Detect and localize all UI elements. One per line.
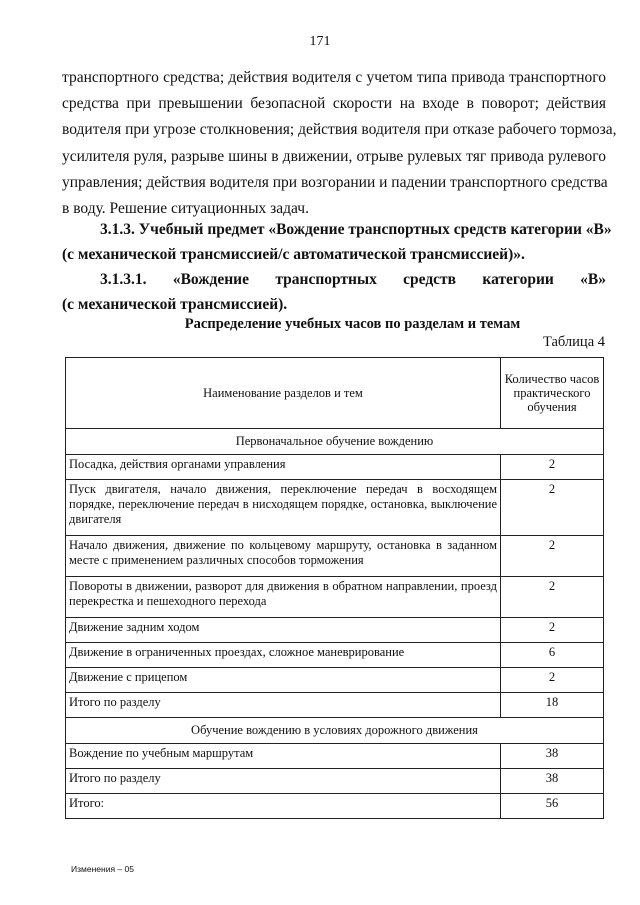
paragraph-line: транспортного средства; действия водителя с учетом типа привода транспортного xyxy=(62,69,606,86)
table-row xyxy=(66,577,604,618)
table-row xyxy=(66,744,604,769)
hours-cell: 2 xyxy=(501,536,604,577)
hours-table xyxy=(65,357,604,819)
topic-cell: Повороты в движении, разворот для движения в обратном направлении, проезд перекрестка и пешеходного перехода xyxy=(66,577,501,618)
table-row xyxy=(66,643,604,668)
hours-cell: 2 xyxy=(501,480,604,536)
hours-cell: 2 xyxy=(501,668,604,693)
header-hours-cell: Количество часов практического обучения xyxy=(501,358,604,429)
section-title-cell: Обучение вождению в условиях дорожного движения xyxy=(66,718,604,744)
hours-cell: 6 xyxy=(501,643,604,668)
topic-cell: Вождение по учебным маршрутам xyxy=(66,744,501,769)
topic-cell: Посадка, действия органами управления xyxy=(66,455,501,480)
total-label-cell: Итого: xyxy=(66,794,501,819)
section-row xyxy=(66,718,604,744)
topic-cell: Итого по разделу xyxy=(66,769,501,794)
intro-paragraph xyxy=(62,65,617,222)
section-row xyxy=(66,429,604,455)
topic-cell: Итого по разделу xyxy=(66,693,501,718)
topic-cell: Пуск двигателя, начало движения, переключение передач в восходящем порядке, переключение передач в нисходящем порядке, остановка, выключение двигателя xyxy=(66,480,501,536)
table-row xyxy=(66,668,604,693)
paragraph-line: усилителя руля, разрыве шины в движении, отрыве рулевых тяг привода рулевого xyxy=(62,147,606,165)
hours-cell: 38 xyxy=(501,769,604,794)
hours-cell: 2 xyxy=(501,455,604,480)
hours-cell: 2 xyxy=(501,618,604,643)
paragraph-line: средства при превышении безопасной скорости на входе в поворот; действия xyxy=(62,95,606,113)
total-hours-cell: 56 xyxy=(501,794,604,819)
hours-cell: 2 xyxy=(501,577,604,618)
table-row xyxy=(66,769,604,794)
topic-cell: Движение с прицепом xyxy=(66,668,501,693)
hours-cell: 18 xyxy=(501,693,604,718)
section-heading-line: 3.1.3. Учебный предмет «Вождение транспортных средств категории «В» xyxy=(100,221,612,238)
table-row xyxy=(66,618,604,643)
hours-cell: 38 xyxy=(501,744,604,769)
table-header-row xyxy=(66,358,604,429)
total-row xyxy=(66,794,604,819)
paragraph-line: водителя при угрозе столкновения; действия водителя при отказе рабочего тормоза, xyxy=(62,121,617,139)
section-heading-3-1-3 xyxy=(62,217,612,267)
page-number: 171 xyxy=(309,34,331,49)
paragraph-line: управления; действия водителя при возгорании и падении транспортного средства xyxy=(62,173,608,191)
paragraph-line: в воду. Решение ситуационных задач. xyxy=(62,200,309,218)
table-row xyxy=(66,455,604,480)
table-title: Распределение учебных часов по разделам и темам xyxy=(184,316,521,332)
header-name-cell: Наименование разделов и тем xyxy=(66,358,501,429)
section-heading-line: 3.1.3.1. «Вождение транспортных средств категории «В» xyxy=(100,271,606,288)
section-heading-line: (с механической трансмиссией/с автоматической трансмиссией)». xyxy=(62,246,525,263)
table-row xyxy=(66,536,604,577)
table-row xyxy=(66,693,604,718)
topic-cell: Движение задним ходом xyxy=(66,618,501,643)
section-title-cell: Первоначальное обучение вождению xyxy=(66,429,604,455)
table-row xyxy=(66,480,604,536)
table-number: Таблица 4 xyxy=(542,334,605,350)
section-heading-3-1-3-1 xyxy=(62,267,606,317)
topic-cell: Начало движения, движение по кольцевому маршруту, остановка в заданном месте с применением различных способов торможения xyxy=(66,536,501,577)
topic-cell: Движение в ограниченных проездах, сложное маневрирование xyxy=(66,643,501,668)
section-heading-line: (с механической трансмиссией). xyxy=(62,296,288,313)
page-footer: Изменения – 05 xyxy=(71,864,134,874)
